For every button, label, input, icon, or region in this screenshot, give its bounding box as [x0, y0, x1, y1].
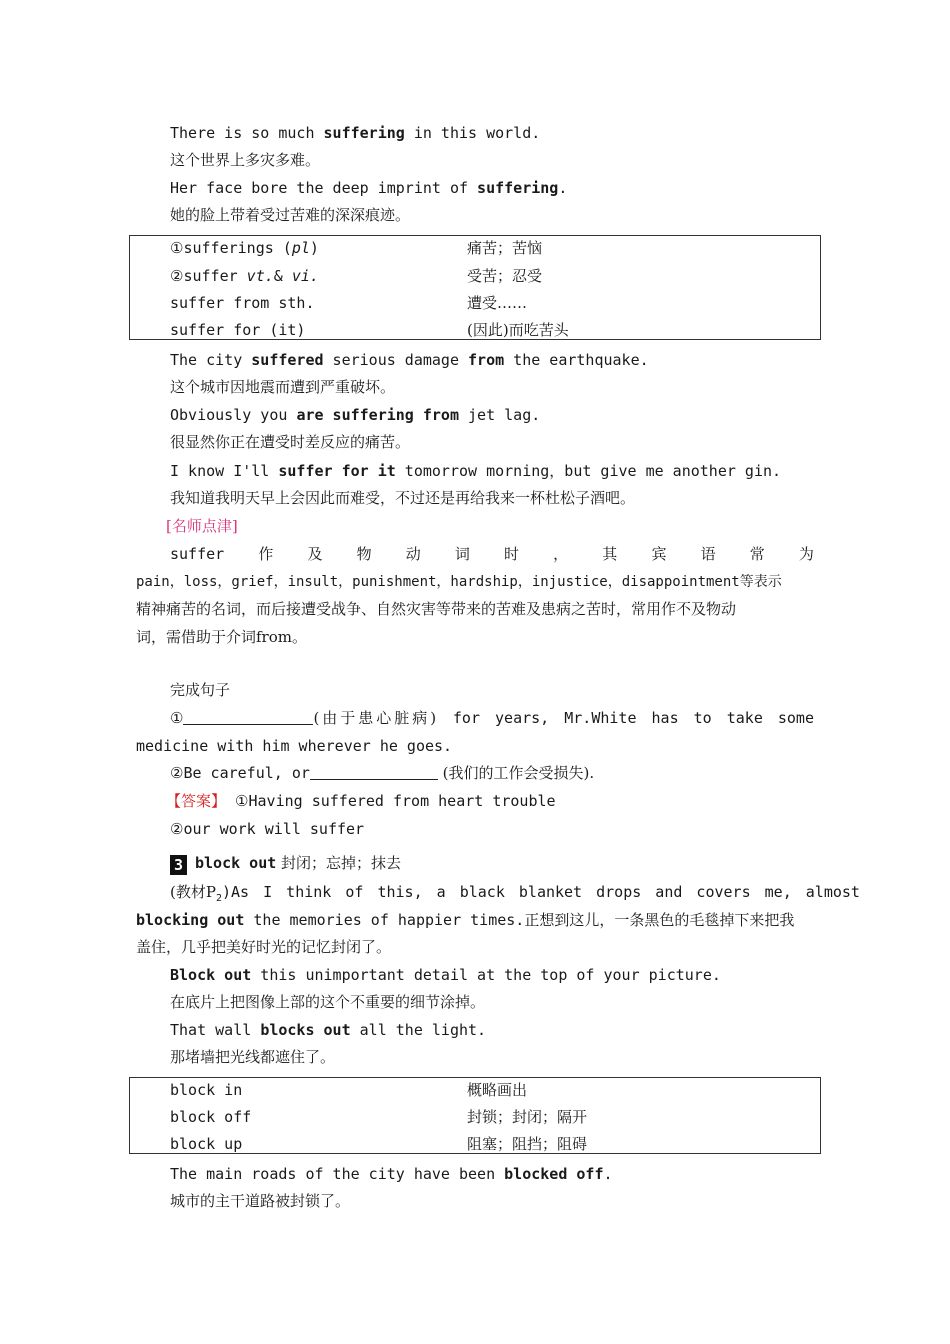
- text: pl: [291, 239, 310, 257]
- word: suffer: [170, 545, 225, 563]
- word: ，: [553, 545, 569, 563]
- text: Obviously you: [170, 406, 297, 424]
- number-badge: 3: [170, 855, 187, 875]
- hint: (我们的工作会受损失).: [437, 764, 595, 782]
- tip-line: pain，loss，grief，insult，punishment，hardship，injustice，disappointment等表示: [136, 574, 782, 590]
- answer-blank[interactable]: [310, 763, 438, 780]
- text: 封闭；忘掉；抹去: [276, 854, 402, 872]
- text: 2: [215, 893, 222, 904]
- answer-label: 【答案】: [166, 792, 227, 810]
- translation: 这个世界上多灾多难。: [170, 151, 321, 169]
- text: vt.: [246, 267, 274, 285]
- text: ): [309, 239, 319, 257]
- translation: 在底片上把图像上部的这个不重要的细节涂掉。: [170, 993, 486, 1011]
- question-stem: [170, 708, 439, 728]
- term-cell: [170, 266, 319, 286]
- meaning-cell: 受苦；忍受: [467, 267, 543, 285]
- example-sentence: [170, 1020, 486, 1040]
- example-sentence: [170, 405, 540, 425]
- keyword: Block out: [170, 966, 252, 984]
- table-row: [130, 320, 820, 348]
- text: the earthquake.: [504, 351, 649, 369]
- example-sentence: [170, 178, 567, 198]
- meaning-cell: 概略画出: [467, 1081, 528, 1099]
- text: ②suffer: [170, 267, 247, 285]
- text: The main roads of the city have been: [170, 1165, 505, 1183]
- word: 语: [700, 545, 716, 563]
- term-cell: suffer for (it): [170, 321, 306, 339]
- example-sentence: [170, 123, 540, 143]
- text: ②Be careful, or: [170, 764, 310, 782]
- text: Her face bore the deep imprint of: [170, 179, 478, 197]
- source-sentence: [136, 882, 860, 909]
- text: for years, Mr.White has to take some: [452, 709, 814, 727]
- source-sentence: 盖住，几乎把美好时光的记忆封闭了。: [136, 938, 392, 956]
- keyword: blocking out: [136, 911, 245, 929]
- translation: 那堵墙把光线都遮住了。: [170, 1048, 336, 1066]
- meaning-cell: 阻塞；阻挡；阻碍: [467, 1135, 588, 1153]
- tip-line: 精神痛苦的名词，而后接遭受战争、自然灾害等带来的苦难及患病之苦时，常用作不及物动: [136, 600, 737, 618]
- text: .: [603, 1165, 613, 1183]
- section-heading: [170, 853, 401, 875]
- text: ①sufferings (: [170, 239, 292, 257]
- meaning-cell: 遭受……: [467, 294, 528, 312]
- example-sentence: [170, 965, 721, 985]
- keyword: suffering: [323, 124, 405, 142]
- meaning-cell: 封锁；封闭；隔开: [467, 1108, 588, 1126]
- keyword: blocked off: [504, 1165, 604, 1183]
- exercise-question: medicine with him wherever he goes.: [136, 737, 453, 755]
- table-row: [130, 266, 820, 294]
- word: 作: [258, 545, 274, 563]
- word: 动: [405, 545, 421, 563]
- translation: 城市的主干道路被封锁了。: [170, 1192, 351, 1210]
- hint: (由于患心脏病): [313, 709, 440, 727]
- keyword: suffered: [251, 351, 324, 369]
- answer: ②our work will suffer: [170, 820, 365, 838]
- translation: 这个城市因地震而遭到严重破坏。: [170, 378, 396, 396]
- term-cell: block up: [170, 1135, 243, 1153]
- translation: 很显然你正在遭受时差反应的痛苦。: [170, 433, 411, 451]
- text: I know I'll: [170, 462, 279, 480]
- text: in this world.: [404, 124, 541, 142]
- text: serious damage: [323, 351, 469, 369]
- example-sentence: [170, 461, 781, 481]
- text: tomorrow morning，but give me another gin.: [395, 462, 782, 480]
- word: 宾: [651, 545, 667, 563]
- table-row: [130, 1134, 820, 1162]
- tip-line: 词，需借助于介词from。: [136, 628, 307, 646]
- example-sentence: [170, 1164, 613, 1184]
- text: this unimportant detail at the top of your picture.: [251, 966, 721, 984]
- exercise-question: [136, 708, 814, 728]
- text: ①Having suffered from heart trouble: [226, 792, 556, 810]
- keyword: are suffering from: [296, 406, 459, 424]
- text: The city: [170, 351, 252, 369]
- word: 及: [307, 545, 323, 563]
- term-cell: [170, 238, 319, 258]
- table-row: [130, 293, 820, 321]
- text: .: [558, 179, 568, 197]
- tip-label: [名师点津]: [166, 517, 238, 535]
- text: vi.: [291, 267, 319, 285]
- term-cell: block off: [170, 1108, 252, 1126]
- word: 时: [504, 545, 520, 563]
- phrase-table: [129, 1077, 821, 1154]
- word: 词: [454, 545, 470, 563]
- text: ①: [170, 709, 184, 727]
- meaning-cell: 痛苦；苦恼: [467, 239, 543, 257]
- answer-blank[interactable]: [183, 708, 313, 725]
- text: (教材P: [170, 883, 216, 901]
- translation: 我知道我明天早上会因此而难受，不过还是再给我来一杯杜松子酒吧。: [170, 489, 636, 507]
- word: 其: [602, 545, 618, 563]
- exercise-question: [170, 763, 594, 783]
- text: jet lag.: [459, 406, 541, 424]
- text: [170, 882, 222, 909]
- text: )As I think of this, a black blanket drops and covers me, almost: [221, 883, 860, 901]
- word: 常: [749, 545, 765, 563]
- source-sentence: [136, 910, 794, 930]
- example-sentence: [170, 350, 649, 370]
- answer: [166, 791, 556, 811]
- text: There is so much: [170, 124, 324, 142]
- keyword: from: [468, 351, 505, 369]
- translation: 她的脸上带着受过苦难的深深痕迹。: [170, 206, 411, 224]
- phrase-table: [129, 235, 821, 340]
- term-cell: block in: [170, 1081, 243, 1099]
- keyword: block out: [195, 854, 277, 872]
- text: the memories of happier times.正想到这儿，一条黑色的毛毯掉下来把我: [244, 911, 795, 929]
- exercise-title: 完成句子: [170, 681, 231, 699]
- text: That wall: [170, 1021, 261, 1039]
- tip-line: [170, 544, 814, 564]
- keyword: suffering: [477, 179, 559, 197]
- table-row: [130, 1080, 820, 1108]
- table-row: [130, 238, 820, 266]
- text: all the light.: [350, 1021, 487, 1039]
- word: 为: [798, 545, 814, 563]
- meaning-cell: (因此)而吃苦头: [467, 321, 569, 339]
- table-row: [130, 1107, 820, 1135]
- term-cell: suffer from sth.: [170, 294, 315, 312]
- text: &: [273, 267, 292, 285]
- keyword: suffer for it: [278, 462, 396, 480]
- keyword: blocks out: [260, 1021, 351, 1039]
- word: 物: [356, 545, 372, 563]
